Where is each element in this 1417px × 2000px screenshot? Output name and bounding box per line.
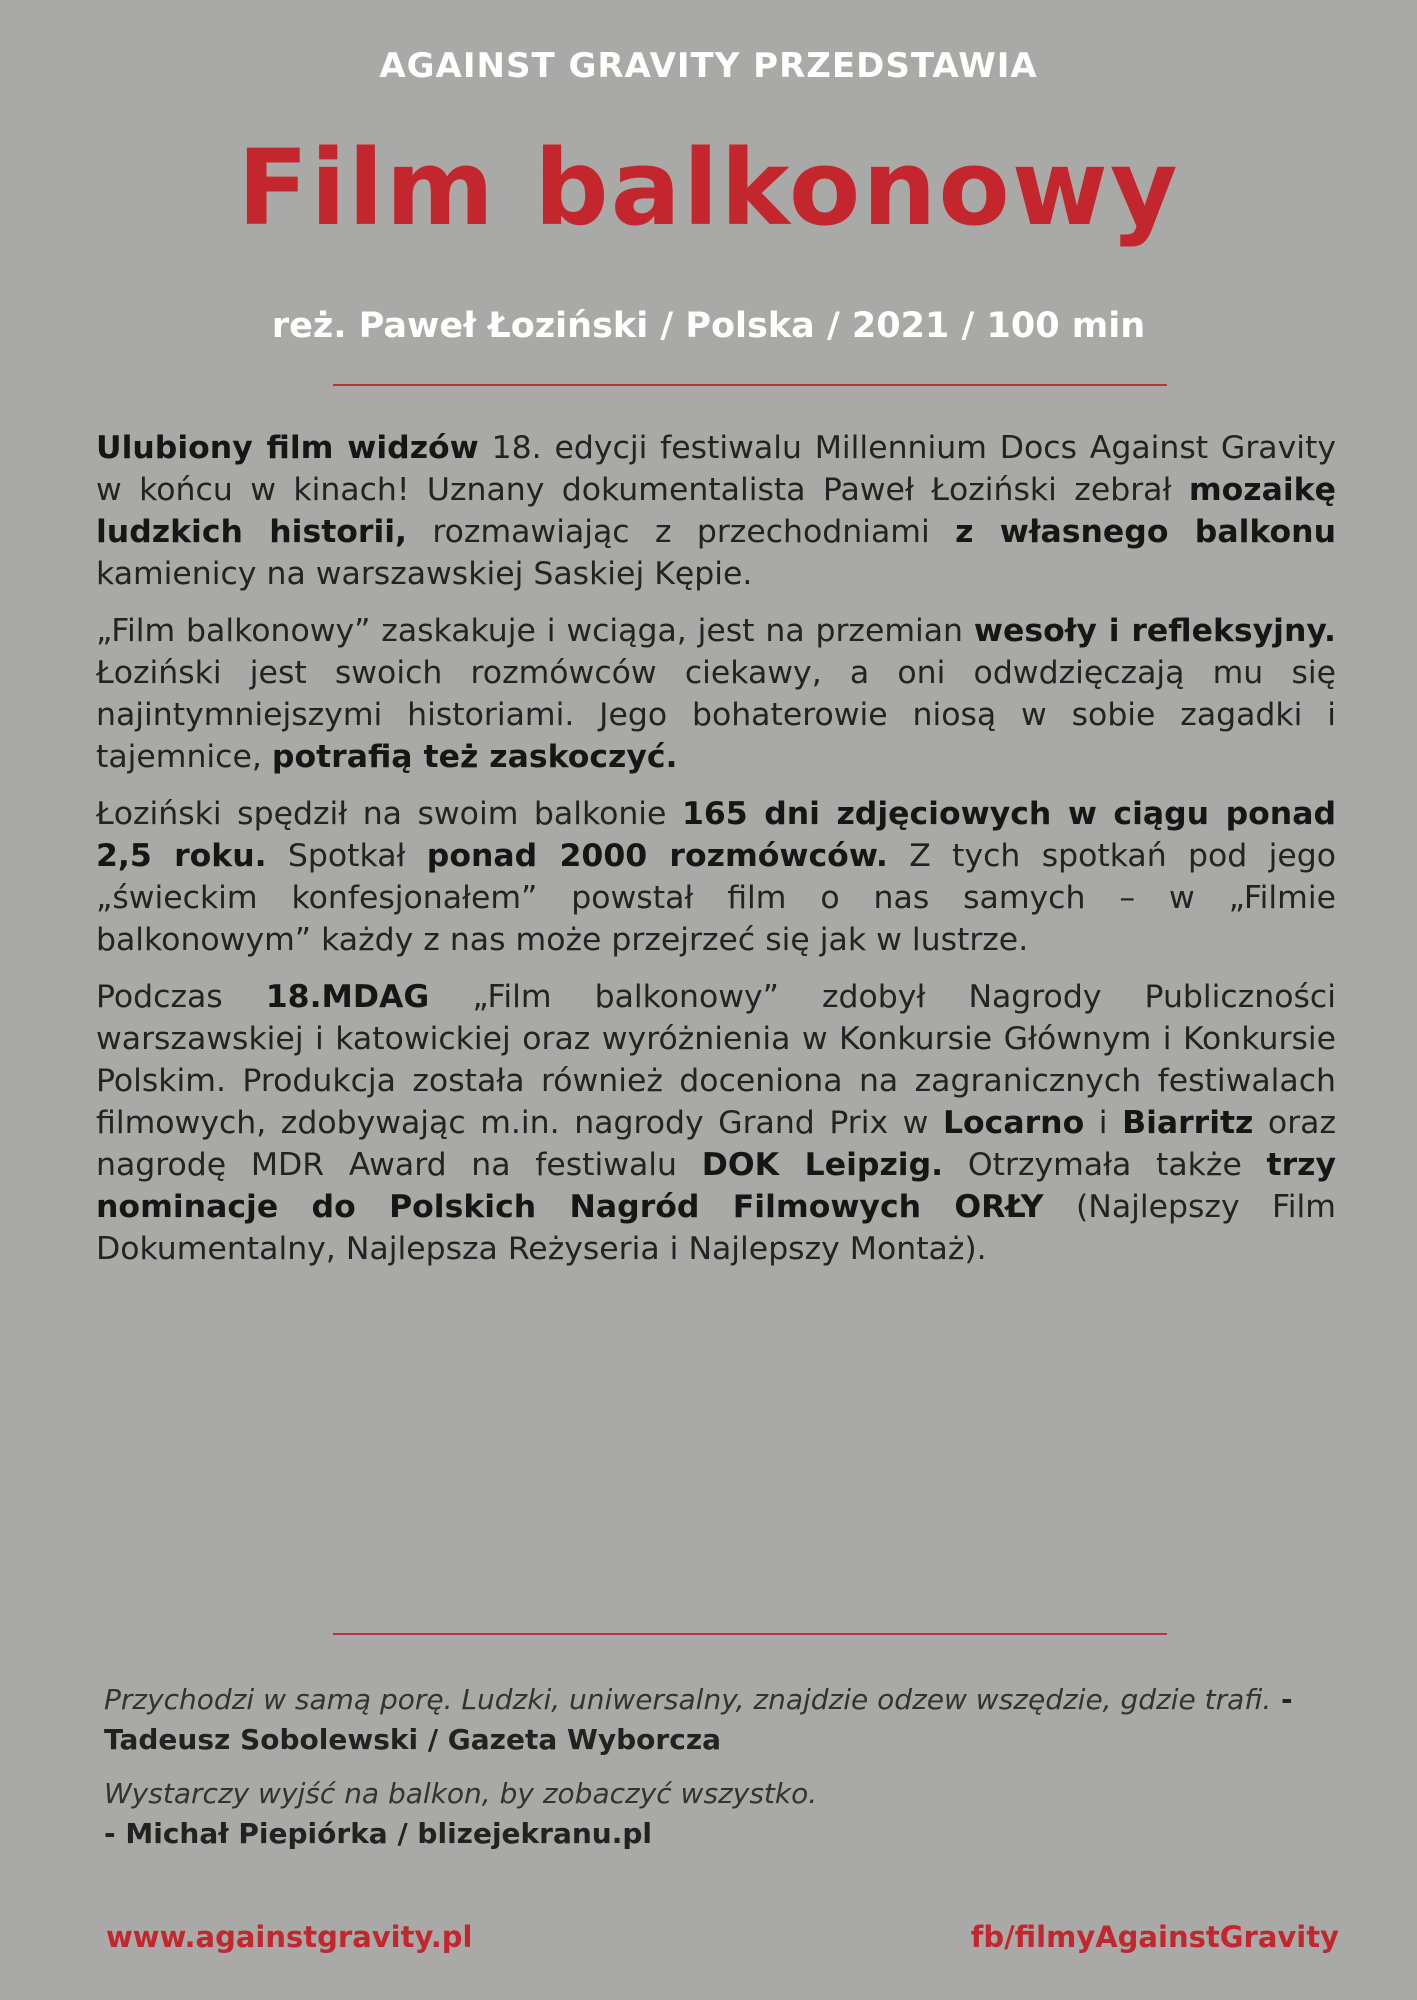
quote-text: Wystarczy wyjść na balkon, by zobaczyć wszystko.: [104, 1777, 818, 1810]
synopsis-paragraph-3: [96, 793, 1336, 961]
facebook-link[interactable]: fb/filmyAgainstGravity: [970, 1920, 1339, 1954]
quote-text: Przychodzi w samą porę. Ludzki, uniwersalny, znajdzie odzew wszędzie, gdzie trafi.: [104, 1683, 1272, 1716]
paragraph-text: Łoziński jest swoich rozmówców ciekawy, a oni odwdzięczają mu się najintymniejszymi historiami. Jego bohaterowie niosą w sobie zagadki i tajemnice,: [96, 655, 1336, 775]
paragraph-text: Podczas: [96, 979, 266, 1015]
emphasis-text: Locarno: [942, 1105, 1085, 1141]
quote-source: - Michał Piepiórka / blizejekranu.pl: [104, 1817, 653, 1850]
synopsis-paragraph-4: [96, 976, 1336, 1270]
paragraph-text: i: [1084, 1105, 1123, 1141]
emphasis-text: DOK Leipzig.: [701, 1147, 944, 1183]
emphasis-text: Biarritz: [1122, 1105, 1254, 1141]
synopsis-paragraph-1: [96, 427, 1336, 595]
website-link[interactable]: www.againstgravity.pl: [106, 1920, 473, 1954]
emphasis-text: 165 dni zdjęciowych w ciągu ponad 2,5 roku.: [96, 796, 1336, 874]
emphasis-text: 18.MDAG: [265, 979, 430, 1015]
emphasis-text: ponad 2000 rozmówców.: [426, 838, 888, 874]
paragraph-text: Z tych spotkań pod jego „świeckim konfesjonałem” powstał film o nas samych – w „Filmie balkonowym” każdy z nas może przejrzeć się jak w lustrze.: [96, 838, 1336, 958]
emphasis-text: z własnego balkonu: [955, 514, 1336, 550]
paragraph-text: „Film balkonowy” zdobył Nagrody Publiczności warszawskiej i katowickiej oraz wyróżnienia w Konkursie Głównym i Konkursie Polskim. Produkcja została również doceniona na zagranicznych festiwalach filmowych, zdobywając m.in. nagrody Grand Prix w: [96, 979, 1336, 1141]
emphasis-text: mozaikę ludzkich historii,: [96, 472, 1336, 550]
film-title: Film balkonowy: [237, 127, 1180, 249]
paragraph-text: (Najlepszy Film Dokumentalny, Najlepsza Reżyseria i Najlepszy Montaż).: [96, 1189, 1336, 1267]
emphasis-text: Ulubiony film widzów: [96, 430, 479, 466]
film-credits: reż. Paweł Łoziński / Polska / 2021 / 100 min: [271, 306, 1146, 346]
press-quote: [104, 1680, 1344, 1760]
emphasis-text: wesoły i refleksyjny.: [973, 613, 1337, 649]
paragraph-text: kamienicy na warszawskiej Saskiej Kępie.: [96, 556, 753, 592]
paragraph-text: Otrzymała także: [943, 1147, 1267, 1183]
emphasis-text: trzy nominacje do Polskich Nagród Filmowych ORŁY: [96, 1147, 1336, 1225]
bottom-divider: [333, 1633, 1167, 1635]
press-quote: [104, 1774, 1344, 1854]
paragraph-text: 18. edycji festiwalu Millennium Docs Against Gravity w końcu w kinach! Uznany dokumentalista Paweł Łoziński zebrał: [96, 430, 1336, 508]
press-quotes: [104, 1680, 1344, 1868]
paragraph-text: oraz nagrodę MDR Award na festiwalu: [96, 1105, 1336, 1183]
top-divider: [333, 384, 1167, 386]
synopsis-paragraph-2: [96, 610, 1336, 778]
paragraph-text: Spotkał: [266, 838, 427, 874]
quote-source: - Tadeusz Sobolewski / Gazeta Wyborcza: [104, 1683, 1293, 1756]
paragraph-text: rozmawiając z przechodniami: [407, 514, 956, 550]
emphasis-text: potrafią też zaskoczyć.: [271, 739, 678, 775]
presenter-line: AGAINST GRAVITY PRZEDSTAWIA: [379, 46, 1038, 86]
paragraph-text: Łoziński spędził na swoim balkonie: [96, 796, 682, 832]
paragraph-text: „Film balkonowy” zaskakuje i wciąga, jest na przemian: [96, 613, 974, 649]
synopsis: [96, 427, 1336, 1285]
